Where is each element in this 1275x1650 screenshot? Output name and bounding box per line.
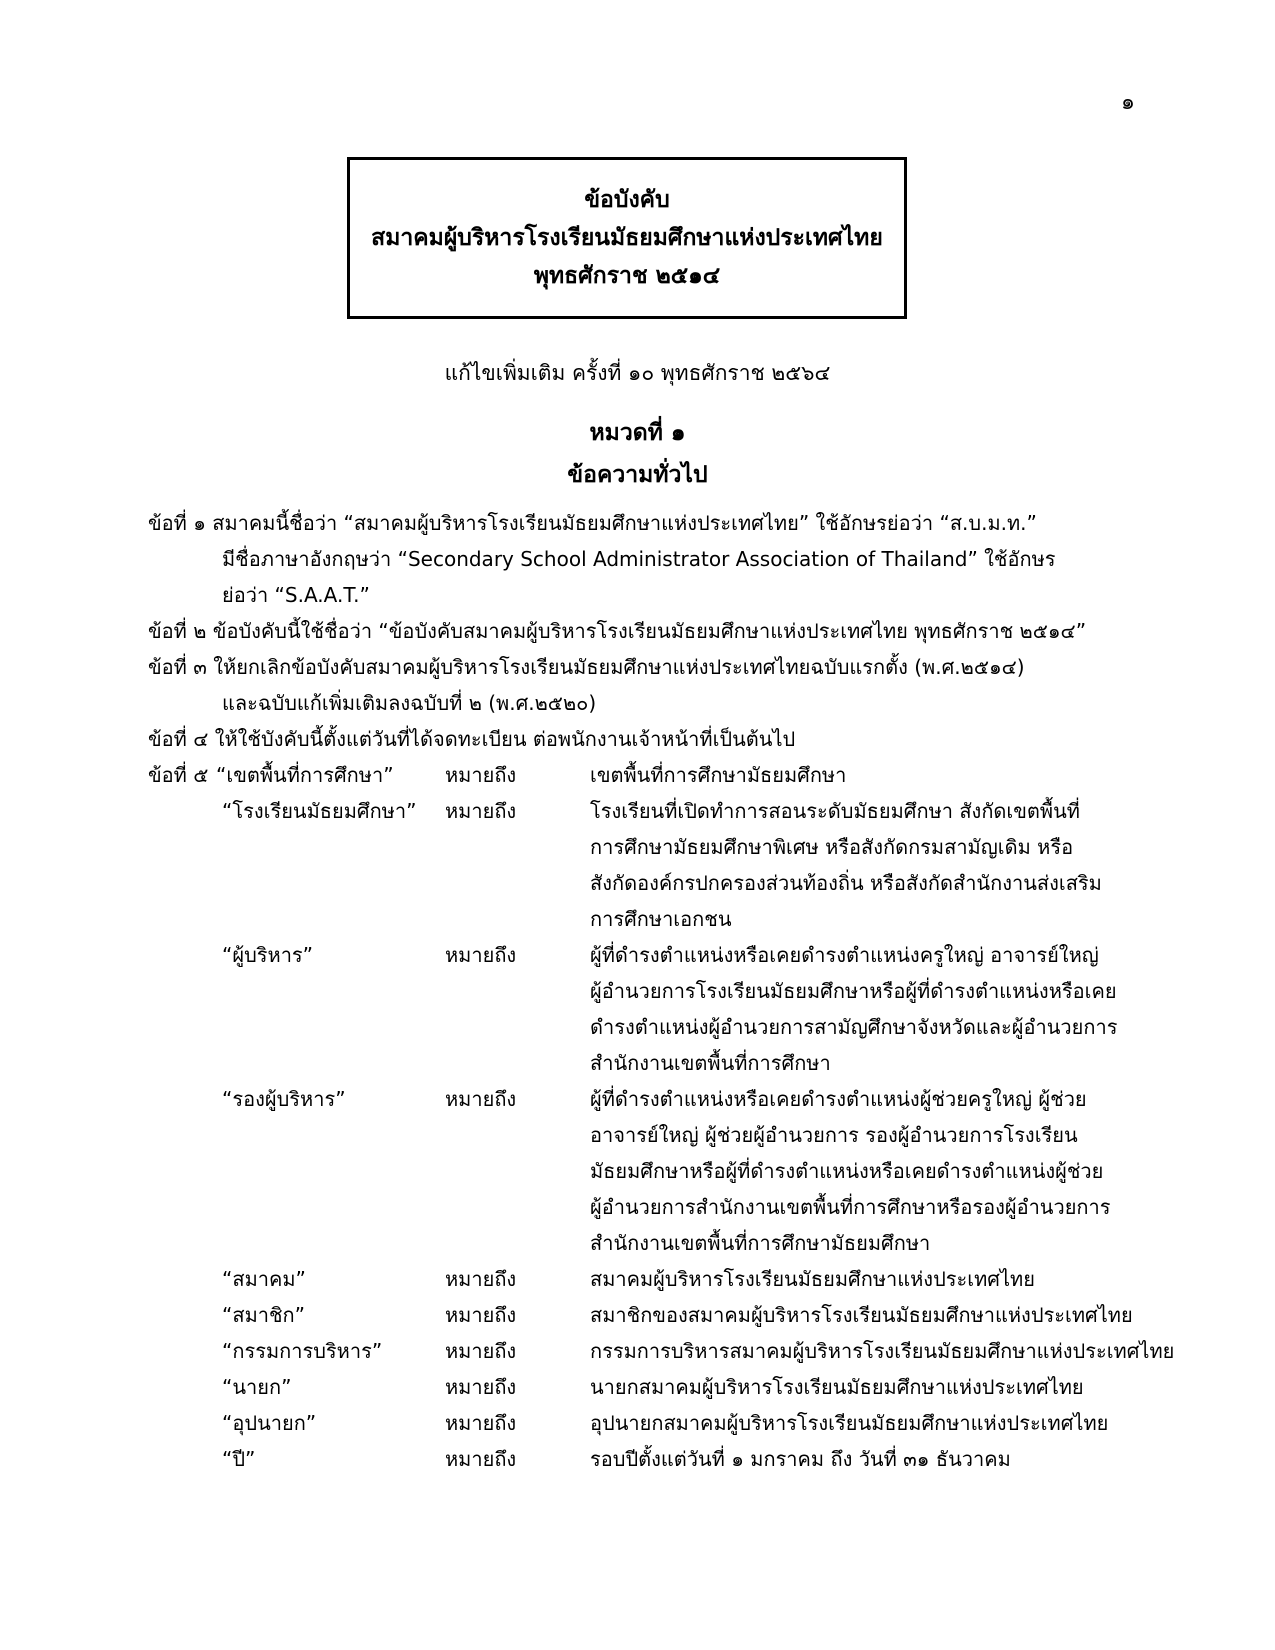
article-5-prefix: ข้อที่ ๕ — [148, 763, 209, 787]
definition-text: โรงเรียนที่เปิดทำการสอนระดับมัธยมศึกษา สังกัดเขตพื้นที่ — [590, 799, 1080, 823]
definition-term: “ปี” — [222, 1447, 256, 1471]
definition-term: “สมาชิก” — [222, 1303, 306, 1327]
definition-text: ผู้อำนวยการสำนักงานเขตพื้นที่การศึกษาหรือรองผู้อำนวยการ — [590, 1195, 1111, 1219]
definition-text: การศึกษามัธยมศึกษาพิเศษ หรือสังกัดกรมสามัญเดิม หรือ — [590, 835, 1074, 859]
definition-term: “รองผู้บริหาร” — [222, 1087, 346, 1111]
definition-text: ดำรงตำแหน่งผู้อำนวยการสามัญศึกษาจังหวัดและผู้อำนวยการ — [590, 1015, 1118, 1039]
definition-text: อุปนายกสมาคมผู้บริหารโรงเรียนมัธยมศึกษาแห่งประเทศไทย — [590, 1411, 1109, 1435]
title-box — [347, 157, 907, 319]
definition-term: “สมาคม” — [222, 1267, 306, 1291]
title-line-3: พุทธศักราช ๒๕๑๔ — [533, 263, 721, 289]
definition-text: การศึกษาเอกชน — [590, 907, 732, 931]
definition-term: “โรงเรียนมัธยมศึกษา” — [222, 799, 417, 823]
amendment-note: แก้ไขเพิ่มเติม ครั้งที่ ๑๐ พุทธศักราช ๒๕๖๔ — [444, 361, 831, 385]
page-number: ๑ — [1121, 90, 1135, 115]
means-label: หมายถึง — [445, 1375, 517, 1399]
means-label: หมายถึง — [445, 943, 517, 967]
definition-text: มัธยมศึกษาหรือผู้ที่ดำรงตำแหน่งหรือเคยดำรงตำแหน่งผู้ช่วย — [590, 1159, 1104, 1183]
means-label: หมายถึง — [445, 1339, 517, 1363]
definition-text: เขตพื้นที่การศึกษามัธยมศึกษา — [590, 763, 847, 787]
definition-text: นายกสมาคมผู้บริหารโรงเรียนมัธยมศึกษาแห่งประเทศไทย — [590, 1375, 1084, 1399]
definition-text: สำนักงานเขตพื้นที่การศึกษามัธยมศึกษา — [590, 1231, 931, 1255]
definition-text: อาจารย์ใหญ่ ผู้ช่วยผู้อำนวยการ รองผู้อำนวยการโรงเรียน — [590, 1123, 1078, 1147]
chapter-number: หมวดที่ ๑ — [589, 420, 686, 446]
title-line-1: ข้อบังคับ — [584, 187, 670, 213]
definition-text: รอบปีตั้งแต่วันที่ ๑ มกราคม ถึง วันที่ ๓๑ ธันวาคม — [590, 1447, 1011, 1471]
definition-term: “เขตพื้นที่การศึกษา” — [216, 763, 394, 787]
means-label: หมายถึง — [445, 1447, 517, 1471]
article-1-line-3: ย่อว่า “S.A.A.T.” — [222, 583, 370, 607]
definition-term: “ผู้บริหาร” — [222, 943, 314, 967]
definition-text: สำนักงานเขตพื้นที่การศึกษา — [590, 1051, 831, 1075]
definition-text: สังกัดองค์กรปกครองส่วนท้องถิ่น หรือสังกัดสำนักงานส่งเสริม — [590, 871, 1102, 895]
definition-term: “กรรมการบริหาร” — [222, 1339, 383, 1363]
definition-text: สมาคมผู้บริหารโรงเรียนมัธยมศึกษาแห่งประเทศไทย — [590, 1267, 1035, 1291]
means-label: หมายถึง — [445, 1303, 517, 1327]
means-label: หมายถึง — [445, 763, 517, 787]
article-1-line-1: ข้อที่ ๑ สมาคมนี้ชื่อว่า “สมาคมผู้บริหารโรงเรียนมัธยมศึกษาแห่งประเทศไทย” ใช้อักษรย่อว่า “ส.บ.ม.ท.” — [148, 511, 1037, 535]
article-4: ข้อที่ ๔ ให้ใช้บังคับนี้ตั้งแต่วันที่ได้จดทะเบียน ต่อพนักงานเจ้าหน้าที่เป็นต้นไป — [148, 727, 796, 751]
means-label: หมายถึง — [445, 1267, 517, 1291]
chapter-heading — [0, 412, 1275, 496]
definition-text: สมาชิกของสมาคมผู้บริหารโรงเรียนมัธยมศึกษาแห่งประเทศไทย — [590, 1303, 1133, 1327]
definition-term: “อุปนายก” — [222, 1411, 317, 1435]
definition-term: “นายก” — [222, 1375, 292, 1399]
article-3-line-2: และฉบับแก้เพิ่มเติมลงฉบับที่ ๒ (พ.ศ.๒๕๒๐) — [222, 691, 597, 715]
definition-text: ผู้ที่ดำรงตำแหน่งหรือเคยดำรงตำแหน่งครูใหญ่ อาจารย์ใหญ่ — [590, 943, 1099, 967]
definition-text: กรรมการบริหารสมาคมผู้บริหารโรงเรียนมัธยมศึกษาแห่งประเทศไทย — [590, 1339, 1175, 1363]
definition-text: ผู้อำนวยการโรงเรียนมัธยมศึกษาหรือผู้ที่ดำรงตำแหน่งหรือเคย — [590, 979, 1117, 1003]
means-label: หมายถึง — [445, 799, 517, 823]
article-3-line-1: ข้อที่ ๓ ให้ยกเลิกข้อบังคับสมาคมผู้บริหารโรงเรียนมัธยมศึกษาแห่งประเทศไทยฉบับแรกตั้ง (พ.ศ.๒๕๑๔) — [148, 655, 1025, 679]
chapter-name: ข้อความทั่วไป — [567, 462, 708, 488]
article-1-line-2: มีชื่อภาษาอังกฤษว่า “Secondary School Administrator Association of Thailand” ใช้อักษร — [222, 547, 1056, 571]
article-2: ข้อที่ ๒ ข้อบังคับนี้ใช้ชื่อว่า “ข้อบังคับสมาคมผู้บริหารโรงเรียนมัธยมศึกษาแห่งประเทศไทย พุทธศักราช ๒๕๑๔” — [148, 619, 1087, 643]
means-label: หมายถึง — [445, 1411, 517, 1435]
definition-text: ผู้ที่ดำรงตำแหน่งหรือเคยดำรงตำแหน่งผู้ช่วยครูใหญ่ ผู้ช่วย — [590, 1087, 1087, 1111]
means-label: หมายถึง — [445, 1087, 517, 1111]
title-line-2: สมาคมผู้บริหารโรงเรียนมัธยมศึกษาแห่งประเทศไทย — [371, 225, 883, 251]
